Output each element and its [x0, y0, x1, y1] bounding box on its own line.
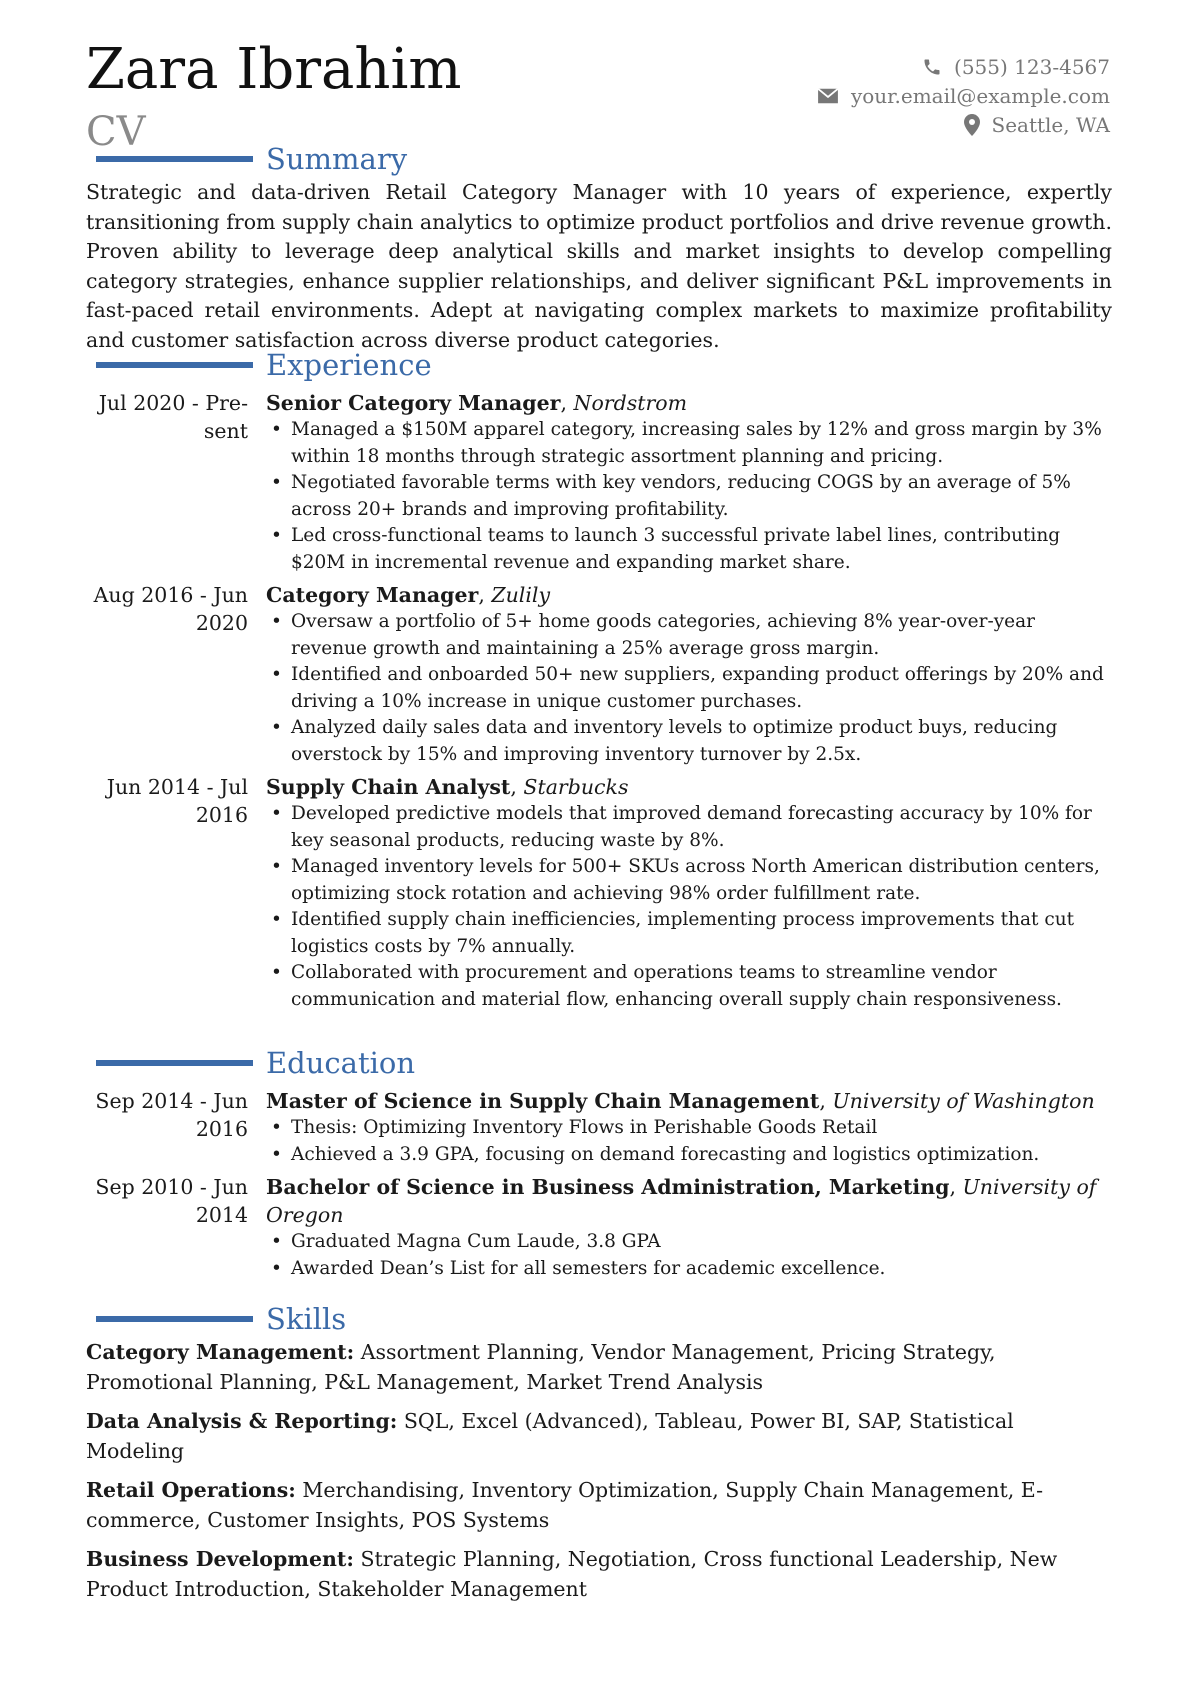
experience-entry [86, 581, 1112, 768]
experience-title: Experience [266, 348, 432, 382]
entry-title: Category Manager, Zulily [266, 583, 551, 607]
entry-body [266, 773, 1112, 1013]
skill-value: Strategic Planning, Negotiation, Cross functional Leadership, New Product Introduction, Stakeholder Management [86, 1547, 1058, 1601]
bullet-item: • Graduated Magna Cum Laude, 3.8 GPA [266, 1229, 1112, 1256]
date-line: Sep 2010 - Jun [95, 1175, 248, 1199]
entry-date [86, 581, 266, 768]
experience-section [86, 348, 1112, 1013]
bullet-item: • Identified and onboarded 50+ new suppliers, expanding product offerings by 20% and driving a 10% increase in unique customer purchases. [266, 662, 1112, 715]
bullet-item: • Negotiated favorable terms with key vendors, reducing COGS by an average of 5% across 20+ brands and improving profitability. [266, 470, 1112, 523]
skill-group [86, 1545, 1112, 1604]
bullet-item: • Collaborated with procurement and operations teams to streamline vendor communication and material flow, enhancing overall supply chain responsiveness. [266, 960, 1112, 1013]
job-role: Senior Category Manager [266, 391, 561, 415]
entry-date [86, 389, 266, 576]
date-line: sent [203, 419, 248, 443]
school-name: University of Oregon [266, 1175, 1097, 1227]
entry-body [266, 1087, 1112, 1168]
degree-name: Master of Science in Supply Chain Management [266, 1089, 820, 1113]
experience-entry [86, 389, 1112, 576]
skill-label: Retail Operations: [86, 1478, 296, 1502]
job-role: Category Manager [266, 583, 479, 607]
entry-body [266, 389, 1112, 576]
bullet-list [266, 417, 1112, 576]
skill-group [86, 1476, 1112, 1535]
contact-block [690, 52, 1110, 139]
company-name: Zulily [491, 583, 551, 607]
date-line: Jun 2014 - Jul [106, 775, 248, 799]
skill-group [86, 1338, 1112, 1397]
contact-location [690, 110, 1110, 139]
education-entry [86, 1173, 1112, 1282]
entry-date [86, 1087, 266, 1168]
entry-date [86, 1173, 266, 1282]
summary-section [86, 142, 1112, 355]
entry-title: Senior Category Manager, Nordstrom [266, 391, 688, 415]
envelope-icon [817, 87, 839, 105]
bullet-item: • Managed inventory levels for 500+ SKUs across North American distribution centers, optimizing stock rotation and achieving 98% order fulfillment rate. [266, 854, 1112, 907]
bullet-list [266, 1115, 1112, 1168]
entry-title: Supply Chain Analyst, Starbucks [266, 775, 629, 799]
date-line: 2014 [195, 1203, 248, 1227]
bullet-item: • Led cross-functional teams to launch 3 successful private label lines, contributing $20M in incremental revenue and expanding market share. [266, 523, 1112, 576]
contact-email [690, 81, 1110, 110]
skill-value: SQL, Excel (Advanced), Tableau, Power BI, SAP, Statistical Modeling [86, 1409, 1014, 1463]
document-subtitle: CV [86, 109, 146, 155]
experience-heading [86, 348, 1112, 384]
phone-icon [922, 57, 942, 77]
map-pin-icon [964, 114, 980, 136]
skills-title: Skills [266, 1302, 347, 1336]
bullet-list [266, 801, 1112, 1013]
entry-title: Master of Science in Supply Chain Management, University of Washington [266, 1089, 1095, 1113]
bullet-item: • Oversaw a portfolio of 5+ home goods categories, achieving 8% year-over-year revenue growth and maintaining a 25% average gross margin. [266, 609, 1112, 662]
date-line: 2016 [195, 803, 248, 827]
section-accent-bar [96, 1060, 253, 1066]
bullet-item: • Analyzed daily sales data and inventory levels to optimize product buys, reducing overstock by 15% and improving inventory turnover by 2.5x. [266, 715, 1112, 768]
skill-group [86, 1407, 1112, 1466]
date-line: 2016 [195, 1117, 248, 1141]
summary-text: Strategic and data-driven Retail Category Manager with 10 years of experience, expertly transitioning from supply chain analytics to optimize product portfolios and drive revenue growth. Proven ability to leverage deep analytical skills and market insights to develop compelling category strategies, enhance supplier relationships, and deliver significant P&L improvements in fast-paced retail environments. Adept at navigating complex markets to maximize profitability and customer satisfaction across diverse product categories. [86, 180, 1112, 352]
company-name: Starbucks [523, 775, 629, 799]
experience-entry [86, 773, 1112, 1013]
skill-value: Merchandising, Inventory Optimization, Supply Chain Management, E-commerce, Customer Insights, POS Systems [86, 1478, 1044, 1532]
contact-phone [690, 52, 1110, 81]
section-accent-bar [96, 156, 253, 162]
skill-label: Data Analysis & Reporting: [86, 1409, 398, 1433]
location-text: Seattle, WA [991, 112, 1110, 137]
education-title: Education [266, 1046, 416, 1080]
section-accent-bar [96, 362, 253, 368]
education-heading [86, 1046, 1112, 1082]
company-name: Nordstrom [573, 391, 688, 415]
degree-name: Bachelor of Science in Business Administration, Marketing [266, 1175, 950, 1199]
summary-heading [86, 142, 1112, 178]
entry-body [266, 581, 1112, 768]
entry-body [266, 1173, 1112, 1282]
bullet-item: • Thesis: Optimizing Inventory Flows in Perishable Goods Retail [266, 1115, 1112, 1142]
school-name: University of Washington [832, 1089, 1095, 1113]
education-section [86, 1046, 1112, 1282]
date-line: 2020 [195, 611, 248, 635]
bullet-list [266, 609, 1112, 768]
entry-title: Bachelor of Science in Business Administration, Marketing, University of Oregon [266, 1175, 1097, 1227]
job-role: Supply Chain Analyst [266, 775, 511, 799]
bullet-list [266, 1229, 1112, 1282]
candidate-name: Zara Ibrahim [86, 37, 462, 102]
skill-label: Business Development: [86, 1547, 354, 1571]
education-entry [86, 1087, 1112, 1168]
date-line: Sep 2014 - Jun [95, 1089, 248, 1113]
date-line: Jul 2020 - Pre- [98, 391, 248, 415]
bullet-item: • Identified supply chain inefficiencies, implementing process improvements that cut logistics costs by 7% annually. [266, 907, 1112, 960]
bullet-item: • Managed a $150M apparel category, increasing sales by 12% and gross margin by 3% within 18 months through strategic assortment planning and pricing. [266, 417, 1112, 470]
bullet-item: • Achieved a 3.9 GPA, focusing on demand forecasting and logistics optimization. [266, 1142, 1112, 1169]
skills-section [86, 1302, 1112, 1614]
email-text[interactable]: your.email@example.com [850, 83, 1110, 108]
entry-date [86, 773, 266, 1013]
skills-heading [86, 1302, 1112, 1338]
skill-value: Assortment Planning, Vendor Management, Pricing Strategy, Promotional Planning, P&L Management, Market Trend Analysis [86, 1340, 996, 1394]
section-accent-bar [96, 1316, 253, 1322]
summary-title: Summary [266, 142, 408, 176]
skill-label: Category Management: [86, 1340, 355, 1364]
phone-text: (555) 123-4567 [954, 54, 1110, 79]
bullet-item: • Awarded Dean’s List for all semesters for academic excellence. [266, 1256, 1112, 1283]
date-line: Aug 2016 - Jun [93, 583, 248, 607]
bullet-item: • Developed predictive models that improved demand forecasting accuracy by 10% for key seasonal products, reducing waste by 8%. [266, 801, 1112, 854]
